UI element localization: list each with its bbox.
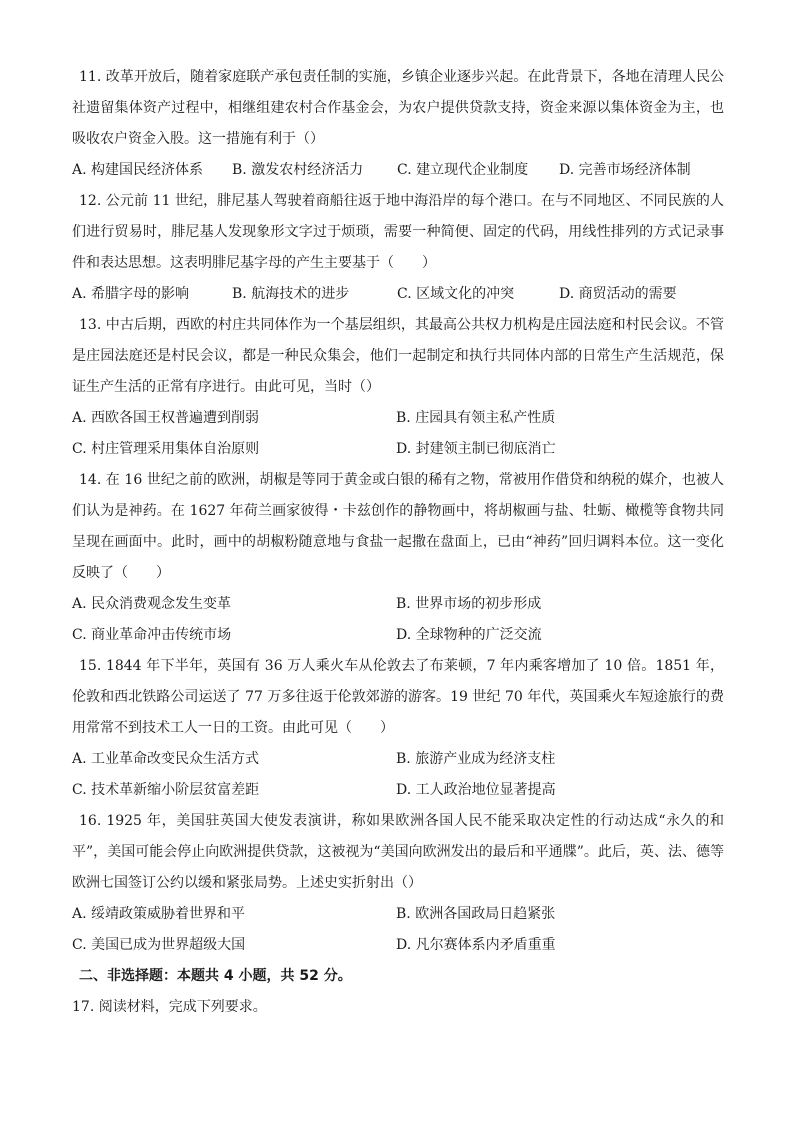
option-c: C. 区域文化的冲突: [397, 286, 515, 302]
option-b: B. 激发农村经济活力: [232, 162, 364, 178]
option-d: D. 完善市场经济体制: [559, 162, 691, 178]
option-list: [72, 279, 724, 310]
question-stem: 12. 公元前 11 世纪，腓尼基人驾驶着商船往返于地中海沿岸的每个港口。在与不同地区、不同民族的人们进行贸易时，腓尼基人发现象形文字过于烦琐，需要一种简便、固定的代码，用线性排列的方式记录事件和表达思想。这表明腓尼基字母的产生主要基于（ ）: [72, 193, 724, 271]
option-b: B. 旅游产业成为经济支柱: [396, 751, 556, 767]
option-d: D. 封建领主制已彻底消亡: [396, 441, 556, 457]
question-13: [72, 310, 724, 465]
question-stem: 13. 中古后期，西欧的村庄共同体作为一个基层组织，其最高公共权力机构是庄园法庭和村民会议。不管是庄园法庭还是村民会议，都是一种民众集会，他们一起制定和执行共同体内部的日常生产生活规范，保证生产生活的正常有序进行。由此可见，当时（）: [72, 317, 724, 395]
option-c: C. 技术革新缩小阶层贫富差距: [72, 782, 260, 798]
option-c: C. 美国已成为世界超级大国: [72, 937, 246, 953]
option-a: A. 绥靖政策威胁着世界和平: [72, 906, 246, 922]
option-d: D. 工人政治地位显著提高: [396, 782, 556, 798]
option-list: [72, 155, 724, 186]
exam-page: [72, 62, 724, 1023]
option-list: [72, 744, 724, 806]
question-17-stem: 17. 阅读材料，完成下列要求。: [72, 999, 267, 1015]
option-b: B. 航海技术的进步: [232, 286, 350, 302]
option-list: [72, 403, 724, 465]
option-c: C. 建立现代企业制度: [397, 162, 529, 178]
question-15: [72, 651, 724, 806]
option-d: D. 商贸活动的需要: [559, 286, 677, 302]
option-a: A. 西欧各国王权普遍遭到削弱: [72, 410, 260, 426]
question-11: [72, 62, 724, 186]
section-title: 二、非选择题：本题共 4 小题，共 52 分。: [79, 968, 352, 984]
option-b: B. 欧洲各国政局日趋紧张: [396, 906, 556, 922]
question-stem: 11. 改革开放后，随着家庭联产承包责任制的实施，乡镇企业逐步兴起。在此背景下，各地在清理人民公社遗留集体资产过程中，相继组建农村合作基金会，为农户提供贷款支持，资金来源以集体资金为主，也吸收农户资金入股。这一措施有利于（）: [72, 69, 724, 147]
question-stem: 16. 1925 年，美国驻英国大使发表演讲，称如果欧洲各国人民不能采取决定性的行动达成“永久的和平”，美国可能会停止向欧洲提供贷款，这被视为“美国向欧洲发出的最后和平通牒”。此后，英、法、德等欧洲七国签订公约以缓和紧张局势。上述史实折射出（）: [72, 813, 724, 891]
option-c: C. 商业革命冲击传统市场: [72, 627, 232, 643]
question-stem: 14. 在 16 世纪之前的欧洲，胡椒是等同于黄金或白银的稀有之物，常被用作借贷和纳税的媒介，也被人们认为是神药。在 1627 年荷兰画家彼得・卡兹创作的静物画中，将胡椒画与盐、牡蛎、橄榄等食物共同呈现在画面中。此时，画中的胡椒粉随意地与食盐一起撒在盘面上，已由“神药”回归调料本位。这一变化反映了（ ）: [72, 472, 724, 581]
option-list: [72, 589, 724, 651]
option-d: D. 凡尔赛体系内矛盾重重: [396, 937, 556, 953]
option-d: D. 全球物种的广泛交流: [396, 627, 542, 643]
question-16: [72, 806, 724, 961]
option-list: [72, 899, 724, 961]
question-14: [72, 465, 724, 651]
option-b: B. 世界市场的初步形成: [396, 596, 542, 612]
question-12: [72, 186, 724, 310]
option-a: A. 民众消费观念发生变革: [72, 596, 232, 612]
option-c: C. 村庄管理采用集体自治原则: [72, 441, 260, 457]
question-stem: 15. 1844 年下半年，英国有 36 万人乘火车从伦敦去了布莱顿，7 年内乘客增加了 10 倍。1851 年，伦敦和西北铁路公司运送了 77 万多往返于伦敦郊游的游客。19 世纪 70 年代，英国乘火车短途旅行的费用常常不到技术工人一日的工资。由此可见（ ）: [72, 658, 724, 736]
option-a: A. 构建国民经济体系: [72, 162, 204, 178]
option-b: B. 庄园具有领主私产性质: [396, 410, 556, 426]
option-a: A. 工业革命改变民众生活方式: [72, 751, 260, 767]
option-a: A. 希腊字母的影响: [72, 286, 190, 302]
